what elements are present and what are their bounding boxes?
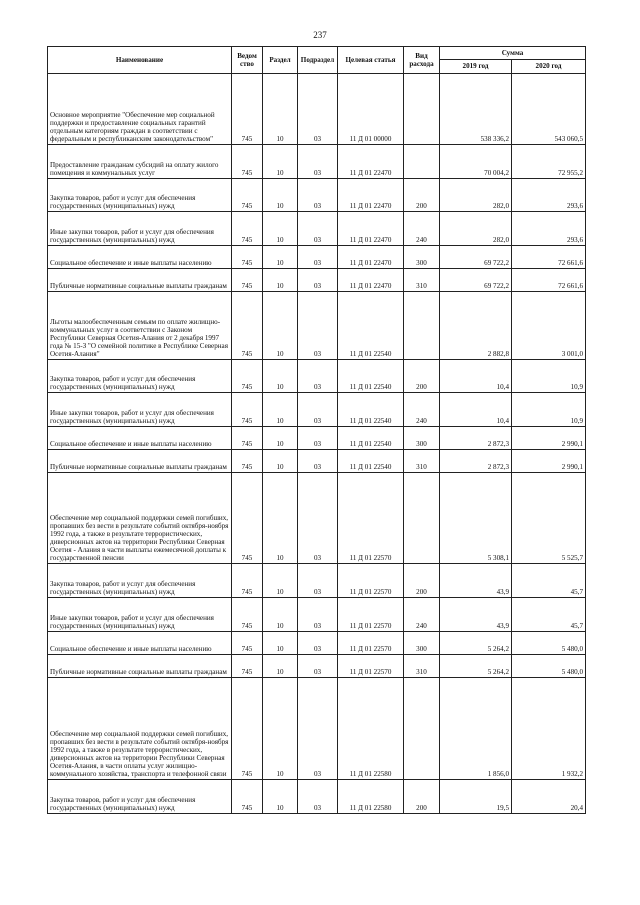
table-row [48, 678, 586, 780]
row-razdel: 10 [263, 598, 298, 632]
row-vedomstvo: 745 [232, 678, 263, 780]
row-expense-type: 240 [404, 212, 440, 246]
row-vedomstvo: 745 [232, 269, 263, 292]
row-vedomstvo: 745 [232, 780, 263, 814]
row-sum-2020: 45,7 [512, 598, 586, 632]
row-vedomstvo: 745 [232, 393, 263, 427]
row-expense-type [404, 292, 440, 360]
header-razdel: Раздел [263, 47, 298, 74]
row-sum-2020: 72 955,2 [512, 145, 586, 179]
row-name: Иные закупки товаров, работ и услуг для обеспечения государственных (муниципальных) нужд [48, 393, 232, 427]
row-name: Иные закупки товаров, работ и услуг для обеспечения государственных (муниципальных) нужд [48, 598, 232, 632]
table-row [48, 427, 586, 450]
row-name: Закупка товаров, работ и услуг для обеспечения государственных (муниципальных) нужд [48, 564, 232, 598]
header-expense-type: Вид расхода [404, 47, 440, 74]
row-target: 11 Д 01 22570 [338, 632, 404, 655]
header-2019: 2019 год [440, 60, 512, 74]
row-razdel: 10 [263, 473, 298, 564]
row-sum-2020: 2 990,1 [512, 427, 586, 450]
row-razdel: 10 [263, 360, 298, 393]
table-body [48, 74, 586, 814]
row-target: 11 Д 01 22540 [338, 360, 404, 393]
row-sum-2020: 5 480,0 [512, 655, 586, 678]
row-vedomstvo: 745 [232, 360, 263, 393]
row-razdel: 10 [263, 393, 298, 427]
table-row [48, 598, 586, 632]
row-target: 11 Д 01 22540 [338, 427, 404, 450]
table-row [48, 564, 586, 598]
row-target: 11 Д 01 22470 [338, 145, 404, 179]
table-row [48, 246, 586, 269]
row-sum-2020: 72 661,6 [512, 269, 586, 292]
row-sum-2019: 5 264,2 [440, 632, 512, 655]
row-razdel: 10 [263, 655, 298, 678]
row-expense-type [404, 678, 440, 780]
row-sum-2019: 538 336,2 [440, 74, 512, 145]
row-sum-2020: 72 661,6 [512, 246, 586, 269]
row-name: Обеспечение мер социальной поддержки семей погибших, пропавших без вести в результате событий октября-ноября 1992 года, а также в результате террористических, диверсионных актов на территории Республики Северная Осетия-Алания, в части оплаты услуг жилищно-коммунального хозяйства, транспорта и телефонной связи [48, 678, 232, 780]
row-name: Закупка товаров, работ и услуг для обеспечения государственных (муниципальных) нужд [48, 780, 232, 814]
row-vedomstvo: 745 [232, 473, 263, 564]
row-sum-2019: 43,9 [440, 564, 512, 598]
row-podrazdel: 03 [298, 473, 338, 564]
row-expense-type: 200 [404, 564, 440, 598]
row-expense-type: 300 [404, 246, 440, 269]
row-name: Закупка товаров, работ и услуг для обеспечения государственных (муниципальных) нужд [48, 179, 232, 212]
row-sum-2019: 10,4 [440, 393, 512, 427]
table-row [48, 179, 586, 212]
row-razdel: 10 [263, 212, 298, 246]
row-name: Публичные нормативные социальные выплаты гражданам [48, 655, 232, 678]
row-target: 11 Д 01 22570 [338, 598, 404, 632]
row-sum-2019: 69 722,2 [440, 246, 512, 269]
row-name: Публичные нормативные социальные выплаты гражданам [48, 269, 232, 292]
row-target: 11 Д 01 22540 [338, 292, 404, 360]
row-sum-2019: 70 004,2 [440, 145, 512, 179]
row-target: 11 Д 01 22540 [338, 450, 404, 473]
row-target: 11 Д 01 22580 [338, 780, 404, 814]
header-2020: 2020 год [512, 60, 586, 74]
table-row [48, 292, 586, 360]
row-target: 11 Д 01 22570 [338, 473, 404, 564]
row-sum-2019: 282,0 [440, 212, 512, 246]
row-sum-2020: 1 932,2 [512, 678, 586, 780]
row-expense-type [404, 74, 440, 145]
table-row [48, 212, 586, 246]
row-razdel: 10 [263, 450, 298, 473]
row-vedomstvo: 745 [232, 246, 263, 269]
row-sum-2019: 69 722,2 [440, 269, 512, 292]
row-name: Льготы малообеспеченным семьям по оплате жилищно-коммунальных услуг в соответствии с Законом Республики Северная Осетия-Алания от 2 декабря 1997 года № 15-З "О семейной политике в Республике Северная Осетия-Алания" [48, 292, 232, 360]
row-vedomstvo: 745 [232, 179, 263, 212]
row-sum-2019: 5 308,1 [440, 473, 512, 564]
row-podrazdel: 03 [298, 564, 338, 598]
row-sum-2019: 10,4 [440, 360, 512, 393]
row-vedomstvo: 745 [232, 564, 263, 598]
row-razdel: 10 [263, 427, 298, 450]
table-row [48, 269, 586, 292]
row-name: Иные закупки товаров, работ и услуг для обеспечения государственных (муниципальных) нужд [48, 212, 232, 246]
row-expense-type: 200 [404, 179, 440, 212]
row-name: Основное мероприятие "Обеспечение мер социальной поддержки и предоставление социальных гарантий отдельным категориям граждан в соответствии с федеральным и республиканским законодательством" [48, 74, 232, 145]
row-razdel: 10 [263, 145, 298, 179]
row-sum-2019: 2 882,8 [440, 292, 512, 360]
row-sum-2020: 10,9 [512, 393, 586, 427]
row-sum-2020: 543 060,5 [512, 74, 586, 145]
row-podrazdel: 03 [298, 360, 338, 393]
row-expense-type: 240 [404, 598, 440, 632]
row-sum-2019: 43,9 [440, 598, 512, 632]
table-row [48, 450, 586, 473]
row-sum-2019: 1 856,0 [440, 678, 512, 780]
row-expense-type: 310 [404, 269, 440, 292]
row-podrazdel: 03 [298, 427, 338, 450]
row-podrazdel: 03 [298, 678, 338, 780]
row-podrazdel: 03 [298, 598, 338, 632]
row-vedomstvo: 745 [232, 655, 263, 678]
row-razdel: 10 [263, 678, 298, 780]
row-expense-type: 200 [404, 360, 440, 393]
budget-table [47, 46, 586, 814]
row-podrazdel: 03 [298, 393, 338, 427]
row-podrazdel: 03 [298, 780, 338, 814]
row-podrazdel: 03 [298, 145, 338, 179]
row-target: 11 Д 01 22470 [338, 246, 404, 269]
row-sum-2020: 293,6 [512, 179, 586, 212]
row-sum-2020: 293,6 [512, 212, 586, 246]
row-razdel: 10 [263, 780, 298, 814]
table-row [48, 655, 586, 678]
row-vedomstvo: 745 [232, 292, 263, 360]
row-sum-2019: 282,0 [440, 179, 512, 212]
table-header [48, 47, 586, 74]
table-row [48, 473, 586, 564]
row-sum-2020: 2 990,1 [512, 450, 586, 473]
row-vedomstvo: 745 [232, 145, 263, 179]
header-podrazdel: Подраздел [298, 47, 338, 74]
row-podrazdel: 03 [298, 269, 338, 292]
row-name: Публичные нормативные социальные выплаты гражданам [48, 450, 232, 473]
row-podrazdel: 03 [298, 655, 338, 678]
row-expense-type: 300 [404, 427, 440, 450]
row-name: Социальное обеспечение и иные выплаты населению [48, 246, 232, 269]
row-target: 11 Д 01 22470 [338, 269, 404, 292]
row-sum-2019: 5 264,2 [440, 655, 512, 678]
row-sum-2020: 20,4 [512, 780, 586, 814]
row-razdel: 10 [263, 246, 298, 269]
row-podrazdel: 03 [298, 246, 338, 269]
row-vedomstvo: 745 [232, 632, 263, 655]
row-target: 11 Д 01 00000 [338, 74, 404, 145]
header-sum: Сумма [440, 47, 586, 60]
row-sum-2019: 19,5 [440, 780, 512, 814]
row-target: 11 Д 01 22540 [338, 393, 404, 427]
header-vedomstvo: Ведом ство [232, 47, 263, 74]
row-name: Социальное обеспечение и иные выплаты населению [48, 632, 232, 655]
row-sum-2019: 2 872,3 [440, 450, 512, 473]
row-vedomstvo: 745 [232, 74, 263, 145]
row-expense-type [404, 145, 440, 179]
row-name: Закупка товаров, работ и услуг для обеспечения государственных (муниципальных) нужд [48, 360, 232, 393]
row-expense-type: 240 [404, 393, 440, 427]
row-sum-2020: 45,7 [512, 564, 586, 598]
row-target: 11 Д 01 22580 [338, 678, 404, 780]
row-podrazdel: 03 [298, 74, 338, 145]
row-expense-type: 310 [404, 655, 440, 678]
row-razdel: 10 [263, 292, 298, 360]
row-target: 11 Д 01 22570 [338, 655, 404, 678]
row-vedomstvo: 745 [232, 450, 263, 473]
row-sum-2019: 2 872,3 [440, 427, 512, 450]
row-sum-2020: 3 001,0 [512, 292, 586, 360]
row-razdel: 10 [263, 179, 298, 212]
row-podrazdel: 03 [298, 179, 338, 212]
row-vedomstvo: 745 [232, 427, 263, 450]
row-target: 11 Д 01 22570 [338, 564, 404, 598]
row-name: Обеспечение мер социальной поддержки семей погибших, пропавших без вести в результате событий октября-ноября 1992 года, а также в результате террористических, диверсионных актов на территории Республики Северная Осетия - Алания в части выплаты ежемесячной доплаты к государственной пенсии [48, 473, 232, 564]
row-razdel: 10 [263, 74, 298, 145]
table-row [48, 145, 586, 179]
row-sum-2020: 5 480,0 [512, 632, 586, 655]
row-target: 11 Д 01 22470 [338, 212, 404, 246]
row-razdel: 10 [263, 564, 298, 598]
table-row [48, 780, 586, 814]
row-podrazdel: 03 [298, 632, 338, 655]
row-expense-type: 300 [404, 632, 440, 655]
row-razdel: 10 [263, 269, 298, 292]
table-row [48, 74, 586, 145]
row-podrazdel: 03 [298, 292, 338, 360]
row-podrazdel: 03 [298, 450, 338, 473]
header-target: Целевая статья [338, 47, 404, 74]
row-target: 11 Д 01 22470 [338, 179, 404, 212]
row-vedomstvo: 745 [232, 598, 263, 632]
row-expense-type [404, 473, 440, 564]
row-vedomstvo: 745 [232, 212, 263, 246]
row-name: Социальное обеспечение и иные выплаты населению [48, 427, 232, 450]
table-row [48, 632, 586, 655]
header-name: Наименование [48, 47, 232, 74]
table-row [48, 393, 586, 427]
table-row [48, 360, 586, 393]
row-razdel: 10 [263, 632, 298, 655]
page-number: 237 [313, 30, 327, 40]
row-podrazdel: 03 [298, 212, 338, 246]
row-expense-type: 310 [404, 450, 440, 473]
row-sum-2020: 10,9 [512, 360, 586, 393]
row-name: Предоставление гражданам субсидий на оплату жилого помещения и коммунальных услуг [48, 145, 232, 179]
row-sum-2020: 5 525,7 [512, 473, 586, 564]
row-expense-type: 200 [404, 780, 440, 814]
